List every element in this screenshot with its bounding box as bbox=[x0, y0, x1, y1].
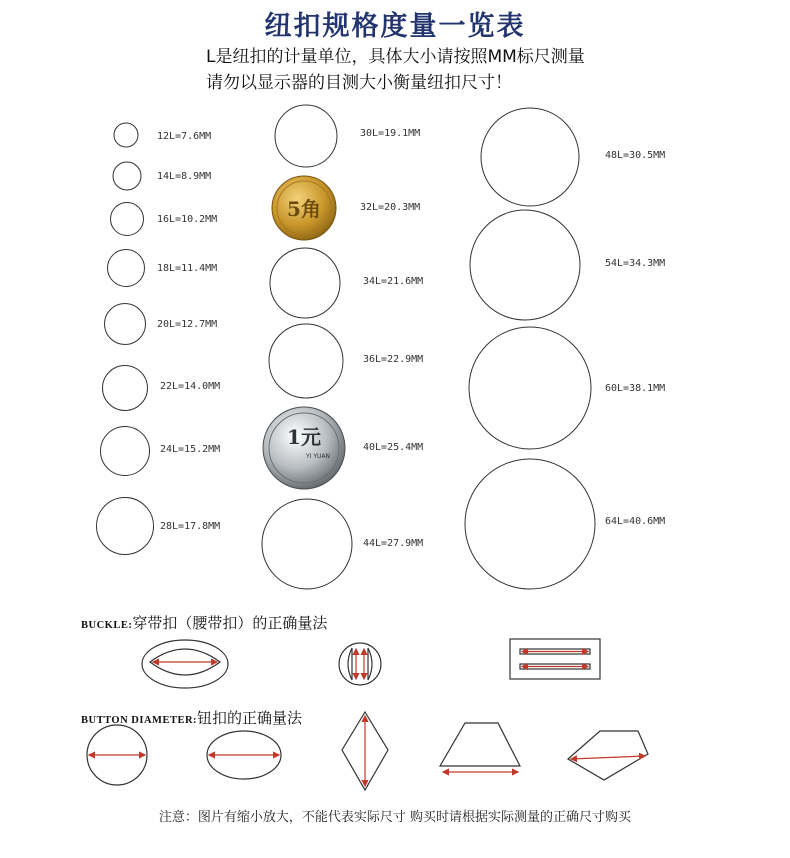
buckle-section-title bbox=[81, 612, 327, 633]
button-round-diagram bbox=[87, 725, 147, 785]
size-label: 36L=22.9MM bbox=[363, 354, 424, 365]
subtitle-line-2: 请勿以显示器的目测大小衡量纽扣尺寸！ bbox=[206, 73, 512, 93]
size-circle-44l bbox=[262, 499, 352, 589]
size-circle-34l bbox=[270, 248, 340, 318]
button-hexagon-diagram bbox=[568, 731, 648, 780]
size-circle-16l bbox=[111, 203, 144, 236]
coin-1-yuan-mark: 1元 bbox=[287, 425, 321, 449]
button-section-title bbox=[81, 707, 302, 728]
size-circle-64l bbox=[465, 459, 595, 589]
button-oval-diagram bbox=[207, 731, 281, 779]
size-circle-24l bbox=[101, 427, 150, 476]
size-circle-20l bbox=[105, 304, 146, 345]
footer-note: 注意：图片有缩小放大，不能代表实际尺寸 购买时请根据实际测量的正确尺寸购买 bbox=[158, 810, 632, 825]
button-prefix: BUTTON DIAMETER: bbox=[81, 715, 198, 726]
size-label: 22L=14.0MM bbox=[160, 381, 221, 392]
buckle-round-diagram bbox=[339, 643, 381, 685]
size-label: 54L=34.3MM bbox=[605, 258, 666, 269]
buckle-text: 穿带扣（腰带扣）的正确量法 bbox=[132, 614, 328, 632]
size-label: 28L=17.8MM bbox=[160, 521, 221, 532]
size-label: 16L=10.2MM bbox=[157, 214, 218, 225]
size-circle-36l bbox=[269, 324, 343, 398]
size-label: 44L=27.9MM bbox=[363, 538, 424, 549]
size-label: 12L=7.6MM bbox=[157, 131, 212, 142]
size-label: 64L=40.6MM bbox=[605, 516, 666, 527]
size-label: 18L=11.4MM bbox=[157, 263, 218, 274]
size-circle-22l bbox=[103, 366, 148, 411]
size-circle-18l bbox=[108, 250, 145, 287]
buckle-prefix: BUCKLE: bbox=[81, 620, 133, 631]
subtitle-line-1: L是纽扣的计量单位，具体大小请按照MM标尺测量 bbox=[206, 47, 585, 67]
size-circle-48l bbox=[481, 108, 579, 206]
size-label: 20L=12.7MM bbox=[157, 319, 218, 330]
size-label: 30L=19.1MM bbox=[360, 128, 421, 139]
size-label: 24L=15.2MM bbox=[160, 444, 221, 455]
size-circle-30l bbox=[275, 105, 337, 167]
coin-1-yuan-text: YI YUAN bbox=[306, 453, 330, 460]
size-label: 32L=20.3MM bbox=[360, 202, 421, 213]
page-title: 纽扣规格度量一览表 bbox=[264, 11, 526, 42]
button-trapezoid-diagram bbox=[440, 723, 520, 772]
button-diamond-diagram bbox=[342, 712, 388, 790]
size-label: 60L=38.1MM bbox=[605, 383, 666, 394]
size-circle-14l bbox=[113, 162, 141, 190]
size-label: 14L=8.9MM bbox=[157, 171, 212, 182]
buckle-oval-diagram bbox=[142, 640, 228, 688]
size-circle-60l bbox=[469, 327, 591, 449]
size-label: 40L=25.4MM bbox=[363, 442, 424, 453]
size-label: 48L=30.5MM bbox=[605, 150, 666, 161]
size-label: 34L=21.6MM bbox=[363, 276, 424, 287]
coin-5-jiao-mark: 5角 bbox=[287, 197, 321, 221]
button-text: 钮扣的正确量法 bbox=[197, 709, 303, 727]
buckle-rect-diagram bbox=[510, 639, 600, 679]
size-circle-28l bbox=[97, 498, 154, 555]
size-circle-12l bbox=[114, 123, 138, 147]
size-circle-54l bbox=[470, 210, 580, 320]
